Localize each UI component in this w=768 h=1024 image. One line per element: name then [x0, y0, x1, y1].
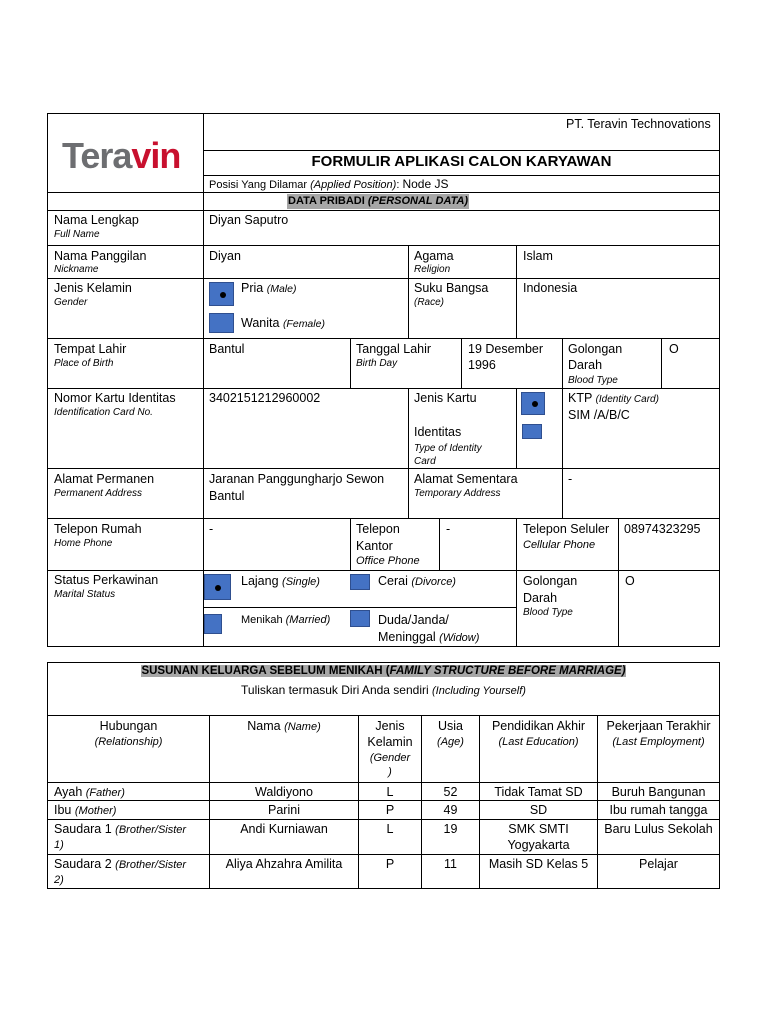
cell-gender: L [386, 822, 394, 836]
cell-age: 11 [444, 857, 457, 871]
cell-relationship: Ibu (Mother) [54, 803, 117, 817]
cell-name: Waldiyono [255, 785, 313, 799]
gender-male-label: Pria (Male) [241, 281, 297, 295]
col-name-header: Nama (Name) [247, 719, 321, 733]
cell-age: 19 [443, 822, 458, 836]
temporary-address-value: - [568, 472, 573, 486]
marital-widow-checkbox[interactable] [350, 610, 370, 627]
col-relationship-header: Hubungan (Relationship) [94, 719, 163, 748]
home-phone-label: Telepon Rumah [54, 522, 142, 536]
cell-name: Aliya Ahzahra Amilita [225, 857, 343, 871]
col-education-header: Pendidikan Akhir (Last Education) [491, 719, 586, 748]
applied-position: Posisi Yang Dilamar (Applied Position): Node JS [209, 177, 449, 191]
id-number-sublabel: Identification Card No. [54, 407, 153, 418]
office-phone-label-line2: Kantor [356, 539, 393, 553]
blood-type2-label-line2: Darah [523, 591, 558, 605]
cell-employment: Ibu rumah tangga [609, 803, 708, 817]
gender-label: Jenis Kelamin [54, 281, 132, 295]
gender-female-label: Wanita (Female) [241, 316, 325, 330]
birthplace-label: Tempat Lahir [54, 342, 127, 356]
permanent-address-line1: Jaranan Panggungharjo Sewon [209, 472, 385, 486]
nickname-label: Nama Panggilan [54, 249, 147, 263]
id-type-sublabel-line2: Card [414, 456, 436, 467]
home-phone-value: - [209, 522, 214, 536]
cell-age: 49 [443, 803, 458, 817]
birthdate-value-line1: 19 Desember [468, 342, 544, 356]
cell-employment: Buruh Bangunan [611, 785, 706, 799]
id-type-sublabel-line1: Type of Identity [414, 443, 482, 454]
birthdate-value-line2: 1996 [468, 358, 496, 372]
race-label: Suku Bangsa [414, 281, 489, 295]
blood-type-label-line1: Golongan [568, 342, 623, 356]
gender-sublabel: Gender [54, 297, 88, 308]
birthplace-value: Bantul [209, 342, 245, 356]
marital-widow-label-line2: Meninggal (Widow) [378, 630, 480, 644]
marital-widow-label-line1: Duda/Janda/ [378, 613, 449, 627]
id-ktp-label: KTP (Identity Card) [568, 391, 659, 405]
marital-married-label: Menikah (Married) [241, 614, 331, 626]
cell-phone-value: 08974323295 [624, 522, 701, 536]
race-value: Indonesia [523, 281, 578, 295]
marital-single-checkbox[interactable] [204, 574, 231, 600]
section-personal-data: DATA PRIBADI (PERSONAL DATA) [288, 195, 469, 207]
cell-phone-sublabel: Cellular Phone [523, 539, 596, 551]
family-section-title: SUSUNAN KELUARGA SEBELUM MENIKAH (FAMILY STRUCTURE BEFORE MARRIAGE) [141, 665, 626, 677]
blood-type2-value: O [625, 574, 635, 588]
full-name-value: Diyan Saputro [209, 213, 289, 227]
col-age-header: Usia (Age) [437, 719, 464, 748]
religion-label: Agama [414, 249, 454, 263]
cell-relationship: Ayah (Father) [54, 785, 125, 799]
blood-type2-label-line1: Golongan [523, 574, 578, 588]
marital-status-sublabel: Marital Status [54, 589, 116, 600]
id-sim-checkbox[interactable] [522, 424, 542, 439]
cell-phone-label: Telepon Seluler [523, 522, 610, 536]
id-type-label-line1: Jenis Kartu [414, 391, 477, 405]
permanent-address-sublabel: Permanent Address [54, 488, 143, 499]
cell-gender: P [385, 857, 395, 871]
cell-education-cont: Yogyakarta [507, 838, 570, 852]
gender-male-checkbox[interactable] [209, 282, 234, 306]
gender-female-checkbox[interactable] [209, 313, 234, 333]
selected-dot-icon [215, 585, 221, 591]
id-number-value: 3402151212960002 [209, 391, 321, 405]
blood-type-sublabel: Blood Type [568, 375, 618, 386]
office-phone-value: - [446, 522, 451, 536]
cell-education: Tidak Tamat SD [494, 785, 583, 799]
cell-employment: Pelajar [639, 857, 678, 871]
permanent-address-label: Alamat Permanen [54, 472, 155, 486]
id-type-label-line2: Identitas [414, 425, 462, 439]
cell-age: 52 [443, 785, 458, 799]
office-phone-label-line1: Telepon [356, 522, 400, 536]
full-name-sublabel: Full Name [54, 229, 100, 240]
id-number-label: Nomor Kartu Identitas [54, 391, 176, 405]
office-phone-sublabel: Office Phone [356, 555, 420, 567]
birthplace-sublabel: Place of Birth [54, 358, 114, 369]
religion-sublabel: Religion [414, 264, 451, 275]
selected-dot-icon [532, 401, 538, 407]
marital-married-checkbox[interactable] [204, 614, 222, 634]
cell-name: Parini [268, 803, 300, 817]
cell-name: Andi Kurniawan [240, 822, 328, 836]
marital-divorce-label: Cerai (Divorce) [378, 574, 456, 588]
cell-education: SD [529, 803, 548, 817]
cell-employment: Baru Lulus Sekolah [604, 822, 713, 836]
temporary-address-sublabel: Temporary Address [414, 488, 501, 499]
temporary-address-label: Alamat Sementara [414, 472, 518, 486]
marital-divorce-checkbox[interactable] [350, 574, 370, 590]
selected-dot-icon [220, 292, 226, 298]
birthdate-sublabel: Birth Day [356, 358, 398, 369]
cell-education: Masih SD Kelas 5 [488, 857, 589, 871]
cell-relationship-cont: 2) [54, 874, 64, 886]
home-phone-sublabel: Home Phone [54, 538, 113, 549]
birthdate-label: Tanggal Lahir [356, 342, 432, 356]
nickname-sublabel: Nickname [54, 264, 99, 275]
marital-single-label: Lajang (Single) [241, 574, 320, 588]
cell-relationship-cont: 1) [54, 839, 64, 851]
company-name: PT. Teravin Technovations [566, 117, 711, 131]
cell-gender: L [386, 785, 394, 799]
race-sublabel: (Race) [414, 297, 445, 308]
blood-type-label-line2: Darah [568, 358, 603, 372]
cell-relationship: Saudara 1 (Brother/Sister [54, 822, 187, 836]
form-title: FORMULIR APLIKASI CALON KARYAWAN [311, 153, 612, 170]
full-name-label: Nama Lengkap [54, 213, 139, 227]
cell-education: SMK SMTI [508, 822, 569, 836]
id-ktp-checkbox[interactable] [521, 392, 545, 415]
teravin-logo: Teravin [62, 135, 181, 176]
col-gender-header: Jenis Kelamin (Gender ) [367, 719, 413, 778]
marital-status-label: Status Perkawinan [54, 573, 159, 587]
permanent-address-line2: Bantul [209, 489, 245, 503]
id-sim-label: SIM /A/B/C [568, 408, 630, 422]
col-employment-header: Pekerjaan Terakhir (Last Employment) [606, 719, 711, 748]
cell-relationship: Saudara 2 (Brother/Sister [54, 857, 187, 871]
family-subtitle: Tuliskan termasuk Diri Anda sendiri (Including Yourself) [241, 683, 526, 697]
nickname-value: Diyan [209, 249, 241, 263]
blood-type-value: O [669, 342, 679, 356]
blood-type2-sublabel: Blood Type [523, 607, 573, 618]
religion-value: Islam [523, 249, 553, 263]
cell-gender: P [385, 803, 395, 817]
